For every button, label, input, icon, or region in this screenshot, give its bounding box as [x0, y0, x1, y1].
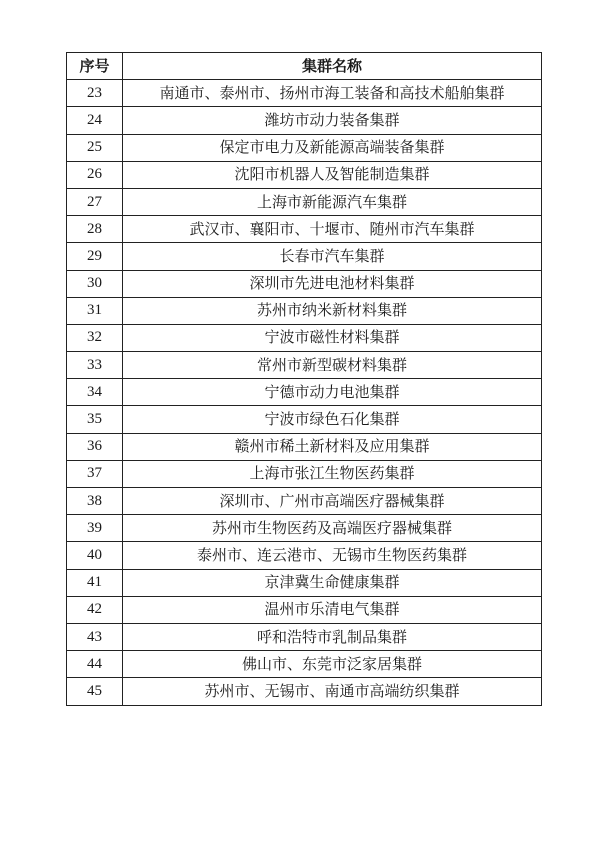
row-no: 45	[67, 678, 123, 705]
row-name: 苏州市生物医药及高端医疗器械集群	[123, 515, 542, 542]
row-no: 40	[67, 542, 123, 569]
table-row	[67, 216, 542, 243]
header-name: 集群名称	[123, 53, 542, 80]
row-name: 潍坊市动力装备集群	[123, 107, 542, 134]
table-body	[67, 80, 542, 705]
row-no: 23	[67, 80, 123, 107]
row-name: 佛山市、东莞市泛家居集群	[123, 651, 542, 678]
row-name: 南通市、泰州市、扬州市海工装备和高技术船舶集群	[123, 80, 542, 107]
cluster-table	[66, 52, 542, 706]
table-row	[67, 161, 542, 188]
row-name: 深圳市、广州市高端医疗器械集群	[123, 488, 542, 515]
row-name: 苏州市、无锡市、南通市高端纺织集群	[123, 678, 542, 705]
table-row	[67, 596, 542, 623]
row-name: 武汉市、襄阳市、十堰市、随州市汽车集群	[123, 216, 542, 243]
row-no: 37	[67, 460, 123, 487]
table-row	[67, 352, 542, 379]
table-row	[67, 379, 542, 406]
row-name: 沈阳市机器人及智能制造集群	[123, 161, 542, 188]
row-no: 35	[67, 406, 123, 433]
table-header-row	[67, 53, 542, 80]
row-name: 上海市张江生物医药集群	[123, 460, 542, 487]
table-row	[67, 651, 542, 678]
table-row	[67, 270, 542, 297]
table-row	[67, 433, 542, 460]
row-no: 43	[67, 623, 123, 650]
table-row	[67, 569, 542, 596]
table-row	[67, 542, 542, 569]
row-name: 赣州市稀土新材料及应用集群	[123, 433, 542, 460]
table-row	[67, 515, 542, 542]
row-name: 上海市新能源汽车集群	[123, 188, 542, 215]
row-name: 温州市乐清电气集群	[123, 596, 542, 623]
table-row	[67, 297, 542, 324]
row-name: 泰州市、连云港市、无锡市生物医药集群	[123, 542, 542, 569]
row-no: 24	[67, 107, 123, 134]
table-row	[67, 488, 542, 515]
row-name: 呼和浩特市乳制品集群	[123, 623, 542, 650]
row-no: 42	[67, 596, 123, 623]
row-no: 41	[67, 569, 123, 596]
row-no: 26	[67, 161, 123, 188]
row-name: 深圳市先进电池材料集群	[123, 270, 542, 297]
row-name: 常州市新型碳材料集群	[123, 352, 542, 379]
table-row	[67, 623, 542, 650]
row-name: 长春市汽车集群	[123, 243, 542, 270]
row-name: 宁波市磁性材料集群	[123, 324, 542, 351]
row-no: 27	[67, 188, 123, 215]
row-no: 30	[67, 270, 123, 297]
row-name: 宁德市动力电池集群	[123, 379, 542, 406]
row-no: 29	[67, 243, 123, 270]
row-name: 京津冀生命健康集群	[123, 569, 542, 596]
row-no: 28	[67, 216, 123, 243]
table-row	[67, 80, 542, 107]
row-no: 34	[67, 379, 123, 406]
row-name: 宁波市绿色石化集群	[123, 406, 542, 433]
row-no: 31	[67, 297, 123, 324]
row-no: 38	[67, 488, 123, 515]
table-row	[67, 406, 542, 433]
table-row	[67, 324, 542, 351]
row-no: 36	[67, 433, 123, 460]
table-row	[67, 243, 542, 270]
table-row	[67, 460, 542, 487]
table-row	[67, 134, 542, 161]
row-name: 苏州市纳米新材料集群	[123, 297, 542, 324]
table-row	[67, 107, 542, 134]
row-no: 44	[67, 651, 123, 678]
table-row	[67, 678, 542, 705]
row-no: 25	[67, 134, 123, 161]
row-no: 39	[67, 515, 123, 542]
header-no: 序号	[67, 53, 123, 80]
row-no: 32	[67, 324, 123, 351]
table-row	[67, 188, 542, 215]
row-name: 保定市电力及新能源高端装备集群	[123, 134, 542, 161]
row-no: 33	[67, 352, 123, 379]
